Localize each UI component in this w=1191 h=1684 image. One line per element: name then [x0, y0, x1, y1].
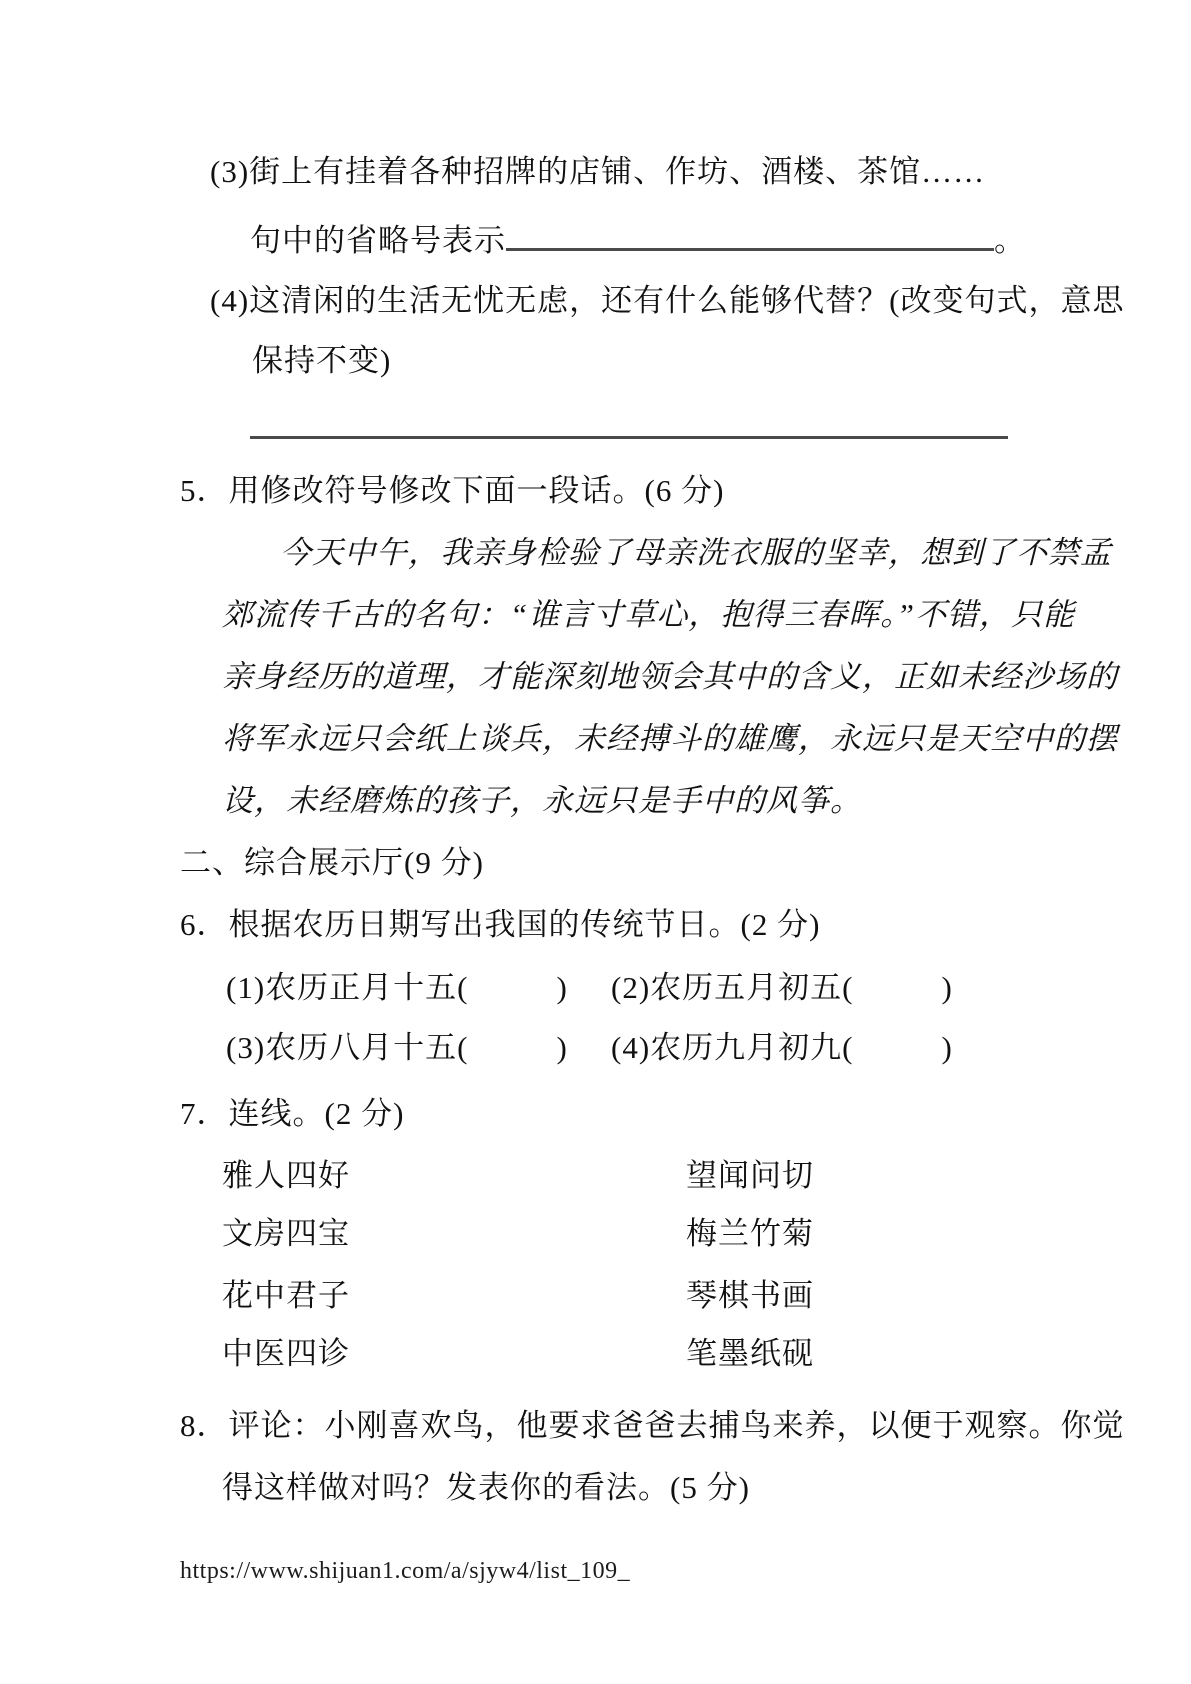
- q6-item-2-close: ): [941, 970, 953, 1005]
- question-7-title: 7．连线。(2 分): [180, 1096, 405, 1131]
- question-item-4-sentence: (4)这清闲的生活无忧无虑，还有什么能够代替？(改变句式，意思: [210, 283, 1125, 318]
- question-6-title: 6．根据农历日期写出我国的传统节日。(2 分): [180, 907, 821, 942]
- footer-url: https://www.shijuan1.com/a/sjyw4/list_109_: [180, 1558, 631, 1584]
- q6-item-3-close: ): [556, 1030, 568, 1065]
- q6-item-3: [226, 1028, 568, 1068]
- question-8-line-2: 得这样做对吗？发表你的看法。(5 分): [222, 1470, 750, 1505]
- answer-blank-underline: [506, 217, 994, 251]
- q7-left-item-3: 花中君子: [222, 1278, 350, 1313]
- question-8-line-1: 8．评论：小刚喜欢鸟，他要求爸爸去捕鸟来养，以便于观察。你觉: [180, 1408, 1125, 1443]
- question-item-3-answer-line: [250, 217, 1026, 261]
- q6-item-2-text: (2)农历五月初五(: [611, 970, 854, 1005]
- ellipsis-answer-prefix: 句中的省略号表示: [250, 223, 506, 258]
- q6-item-1: [226, 968, 568, 1008]
- q6-item-4-text: (4)农历九月初九(: [611, 1030, 854, 1065]
- question-item-4-sentence-cont: 保持不变): [252, 343, 392, 378]
- q7-right-item-1: 望闻问切: [686, 1158, 814, 1193]
- paragraph-line-3: 亲身经历的道理，才能深刻地领会其中的含义，正如未经沙场的: [222, 659, 1118, 694]
- q7-left-item-1: 雅人四好: [222, 1158, 350, 1193]
- q7-left-item-2: 文房四宝: [222, 1216, 350, 1251]
- q6-item-1-close: ): [556, 970, 568, 1005]
- q6-item-4: [611, 1028, 953, 1068]
- q6-item-4-close: ): [941, 1030, 953, 1065]
- q7-left-item-4: 中医四诊: [222, 1336, 350, 1371]
- q7-right-item-2: 梅兰竹菊: [686, 1216, 814, 1251]
- section-2-title: 二、综合展示厅(9 分): [180, 845, 484, 880]
- question-5-title: 5．用修改符号修改下面一段话。(6 分): [180, 473, 725, 508]
- paragraph-line-5: 设，未经磨炼的孩子，永远只是手中的风筝。: [222, 783, 862, 818]
- paragraph-line-2: 郊流传千古的名句：“谁言寸草心，抱得三春晖。”不错，只能: [222, 597, 1075, 632]
- q6-item-1-text: (1)农历正月十五(: [226, 970, 469, 1005]
- answer-blank-rule: [250, 436, 1008, 439]
- question-item-3-sentence: (3)街上有挂着各种招牌的店铺、作坊、酒楼、茶馆……: [210, 154, 986, 189]
- paragraph-line-1: 今天中午，我亲身检验了母亲洗衣服的坚幸，想到了不禁孟: [280, 535, 1112, 570]
- paragraph-line-4: 将军永远只会纸上谈兵，未经搏斗的雄鹰，永远只是天空中的摆: [222, 721, 1118, 756]
- q7-right-item-4: 笔墨纸砚: [686, 1336, 814, 1371]
- ellipsis-answer-period: 。: [994, 223, 1026, 258]
- q7-right-item-3: 琴棋书画: [686, 1278, 814, 1313]
- q6-item-2: [611, 968, 953, 1008]
- q6-item-3-text: (3)农历八月十五(: [226, 1030, 469, 1065]
